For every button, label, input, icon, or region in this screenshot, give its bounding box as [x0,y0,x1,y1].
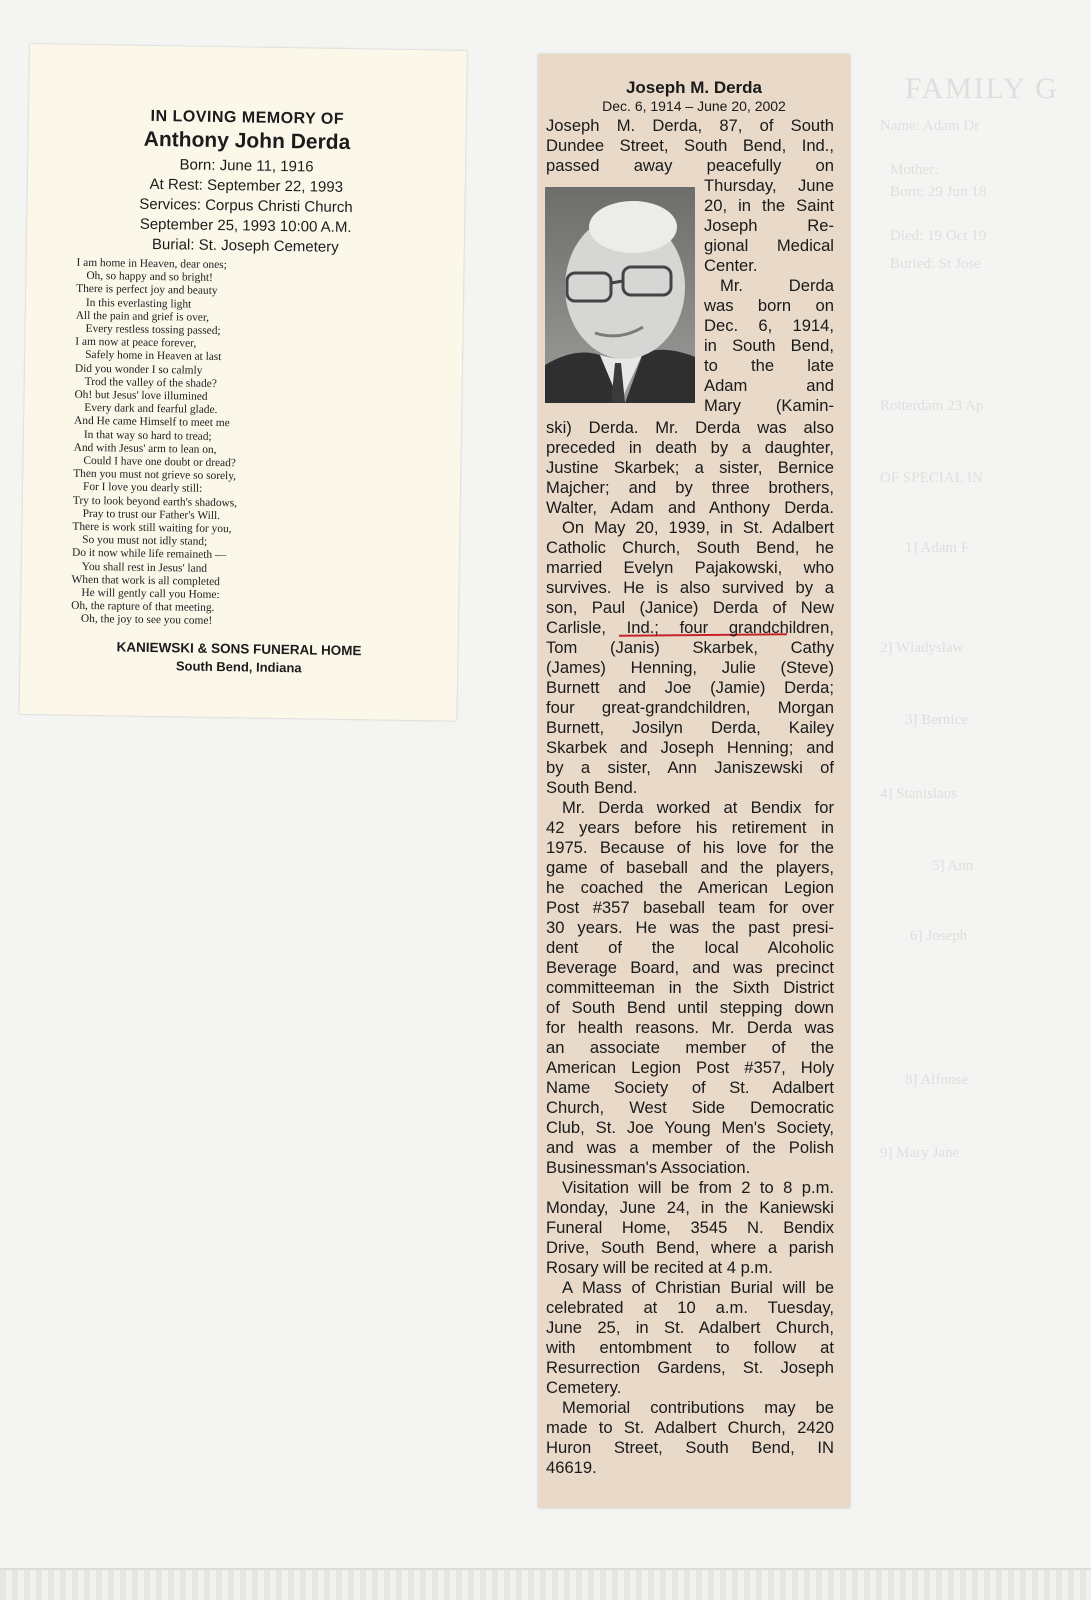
obituary-line: Joseph Re- [704,216,834,235]
memorial-poem [71,257,437,632]
obituary-name: Joseph M. Derda [625,78,763,97]
obituary-line: to the late [704,356,834,375]
show-through-title: FAMILY G [905,72,1059,105]
obituary-line: June 25, in St. Adalbert Church, [546,1318,834,1337]
obituary-line: Name Society of St. Adalbert [546,1078,834,1097]
sheet-protector-edge [0,1568,1091,1600]
poem-line: And He came Himself to meet me [73,415,230,430]
obituary-line: Monday, June 24, in the Kaniewski [546,1198,834,1217]
poem-line: Pray to trust our Father's Will. [82,507,221,522]
poem-line: He will gently call you Home: [81,586,220,602]
obituary-line: Joseph M. Derda, 87, of South [546,116,834,135]
obituary-line: American Legion Post #357, Holy [546,1058,834,1077]
obituary-line: Rosary will be recited at 4 p.m. [546,1258,773,1277]
poem-line: Safely home in Heaven at last [85,349,222,364]
funeral-home-name: KANIEWSKI & SONS FUNERAL HOME [116,639,362,659]
obituary-line: Funeral Home, 3545 N. Bendix [546,1218,834,1237]
obituary-line: in South Bend, [704,336,834,355]
poem-line: Oh, the joy to see you come! [80,613,213,628]
obituary-line: Mr. Derda [720,276,834,295]
poem-line: All the pain and grief is over, [75,309,210,324]
obituary-line: On May 20, 1939, in St. Adalbert [562,518,834,537]
poem-line: Oh, so happy and so bright! [86,270,214,285]
poem-line: Try to look beyond earth's shadows, [72,494,238,509]
obituary-line: gional Medical [704,236,834,255]
obituary-line: was born on [704,296,834,315]
obituary-line: Thursday, June [704,176,834,195]
show-through-text: 3] Bernice [905,712,968,728]
obituary-line: made to St. Adalbert Church, 2420 [546,1418,834,1437]
obituary-line: Mr. Derda worked at Bendix for [562,798,834,817]
obituary-line: Mary (Kamin- [704,396,834,415]
obituary-line: Justine Skarbek; a sister, Bernice [546,458,834,477]
obituary-line: Center. [704,256,758,275]
poem-line: Every dark and fearful glade. [84,402,218,417]
obituary-line: committeeman in the Sixth District [546,978,834,997]
obituary-clipping [538,54,850,1508]
portrait-photo [545,187,695,403]
obituary-line: Carlisle, Ind.; four grandchildren, [546,618,834,637]
poem-line: I am now at peace forever, [75,335,197,350]
obituary-line: 30 years. He was the past presi- [546,918,834,937]
deceased-name: Anthony John Derda [143,127,351,155]
obituary-line: Post #357 baseball team for over [546,898,834,917]
poem-line: There is perfect joy and beauty [76,283,218,298]
obituary-line: married Evelyn Pajakowski, who [546,558,834,577]
obituary-line: and was a member of the Polish [546,1138,834,1157]
show-through-text: Rotterdam 23 Ap [880,398,984,414]
obituary-line: Adam and [704,376,834,395]
obituary-line: son, Paul (Janice) Derda of New [546,598,834,617]
obituary-line: of South Bend until stepping down [546,998,834,1017]
show-through-text: OF SPECIAL IN [880,470,983,486]
funeral-home-city: South Bend, Indiana [175,658,302,676]
obituary-line: celebrated at 10 a.m. Tuesday, [546,1298,834,1317]
poem-line: In this everlasting light [85,296,192,311]
poem-line: In that way so hard to tread; [83,428,212,443]
poem-line: You shall rest in Jesus' land [81,560,208,575]
obituary-line: Church, West Side Democratic [546,1098,834,1117]
obituary-line: Walter, Adam and Anthony Derda. [546,498,834,517]
poem-line: Oh! but Jesus' love illumined [74,388,208,403]
poem-line: For I love you dearly still: [82,481,203,496]
obituary-line: he coached the American Legion [546,878,834,897]
show-through-text: 5] Ann [932,858,974,874]
show-through-text: Mother: [890,162,939,178]
memorial-card [19,44,466,721]
obituary-line: Drive, South Bend, where a parish [546,1238,834,1257]
obituary-line: Dec. 6, 1914, [704,316,834,335]
obituary-line: game of baseball and the players, [546,858,834,877]
obituary-line: Huron Street, South Bend, IN [546,1438,834,1457]
obituary-line: (James) Henning, Julie (Steve) [546,658,834,677]
obituary-line: Memorial contributions may be [562,1398,834,1417]
obituary-dates: Dec. 6, 1914 – June 20, 2002 [602,98,786,114]
obituary-line: Burnett and Joe (Jamie) Derda; [546,678,834,697]
obituary-line: survives. He is also survived by a [546,578,834,597]
show-through-text: 1] Adam F [905,540,970,556]
obituary-line: Resurrection Gardens, St. Joseph [546,1358,834,1377]
show-through-text: Name: Adam Dr [880,118,980,134]
obituary-line: passed away peacefully on [546,156,834,175]
obituary-line: four great-grandchildren, Morgan [546,698,834,717]
obituary-line: Visitation will be from 2 to 8 p.m. [562,1178,834,1197]
show-through-text: 8] Alfonse [905,1072,968,1088]
card-heading: IN LOVING MEMORY OF [150,107,345,128]
obituary-line: with entombment to follow at [546,1338,834,1357]
portrait-icon [545,187,695,403]
poem-line: I am home in Heaven, dear ones; [76,256,227,272]
poem-line: Oh, the rapture of that meeting. [71,599,215,615]
obituary-line: dent of the local Alcoholic [546,938,834,957]
obituary-line: ski) Derda. Mr. Derda was also [546,418,834,437]
obituary-line: for health reasons. Mr. Derda was [546,1018,834,1037]
services-location: Services: Corpus Christi Church [139,195,353,217]
poem-line: And with Jesus' arm to lean on, [73,441,217,456]
show-through-text: 4] Stanislaus [880,786,958,802]
poem-line: Do it now while life remaineth — [71,547,227,562]
poem-line: Trod the valley of the shade? [84,375,217,390]
poem-line: Then you must not grieve so sorely, [73,467,237,483]
birth-date: Born: June 11, 1916 [179,156,314,176]
obituary-line: Skarbek and Joseph Henning; and [546,738,834,757]
show-through-text: 2] Wladyslaw [880,640,964,656]
show-through-text: Born: 29 Jun 18 [890,184,987,200]
poem-line: Every restless tossing passed; [85,322,221,338]
obituary-line: 20, in the Saint [704,196,834,215]
poem-line: So you must not idly stand; [82,534,208,549]
obituary-line: Catholic Church, South Bend, he [546,538,834,557]
poem-line: Could I have one doubt or dread? [83,454,237,470]
obituary-line: Cemetery. [546,1378,622,1397]
poem-line: When that work is all completed [71,573,221,588]
obituary-line: preceded in death by a daughter, [546,438,834,457]
show-through-text: Buried: St Jose [890,256,981,272]
obituary-line: 46619. [546,1458,597,1477]
obituary-line: Majcher; and by three brothers, [546,478,834,497]
obituary-line: South Bend. [546,778,638,797]
obituary-line: an associate member of the [546,1038,834,1057]
obituary-line: 1975. Because of his love for the [546,838,834,857]
obituary-line: A Mass of Christian Burial will be [562,1278,834,1297]
obituary-line: Businessman's Association. [546,1158,751,1177]
show-through-text: 6] Joseph [910,928,968,944]
obituary-line: Dundee Street, South Bend, Ind., [546,136,834,155]
obituary-line: 42 years before his retirement in [546,818,834,837]
rest-date: At Rest: September 22, 1993 [149,175,344,196]
obituary-line: Beverage Board, and was precinct [546,958,834,977]
obituary-line: by a sister, Ann Janiszewski of [546,758,834,777]
obituary-line: Burnett, Josilyn Derda, Kailey [546,718,834,737]
obituary-line: Club, St. Joe Young Men's Society, [546,1118,834,1137]
show-through-text: 9] Mary Jane [880,1145,960,1161]
poem-line: Did you wonder I so calmly [74,362,203,377]
obituary-line: Tom (Janis) Skarbek, Cathy [546,638,834,657]
services-time: September 25, 1993 10:00 A.M. [139,215,352,237]
poem-line: There is work still waiting for you, [72,520,232,536]
show-through-text: Died: 19 Oct 19 [890,228,987,244]
burial-location: Burial: St. Joseph Cemetery [151,235,339,256]
